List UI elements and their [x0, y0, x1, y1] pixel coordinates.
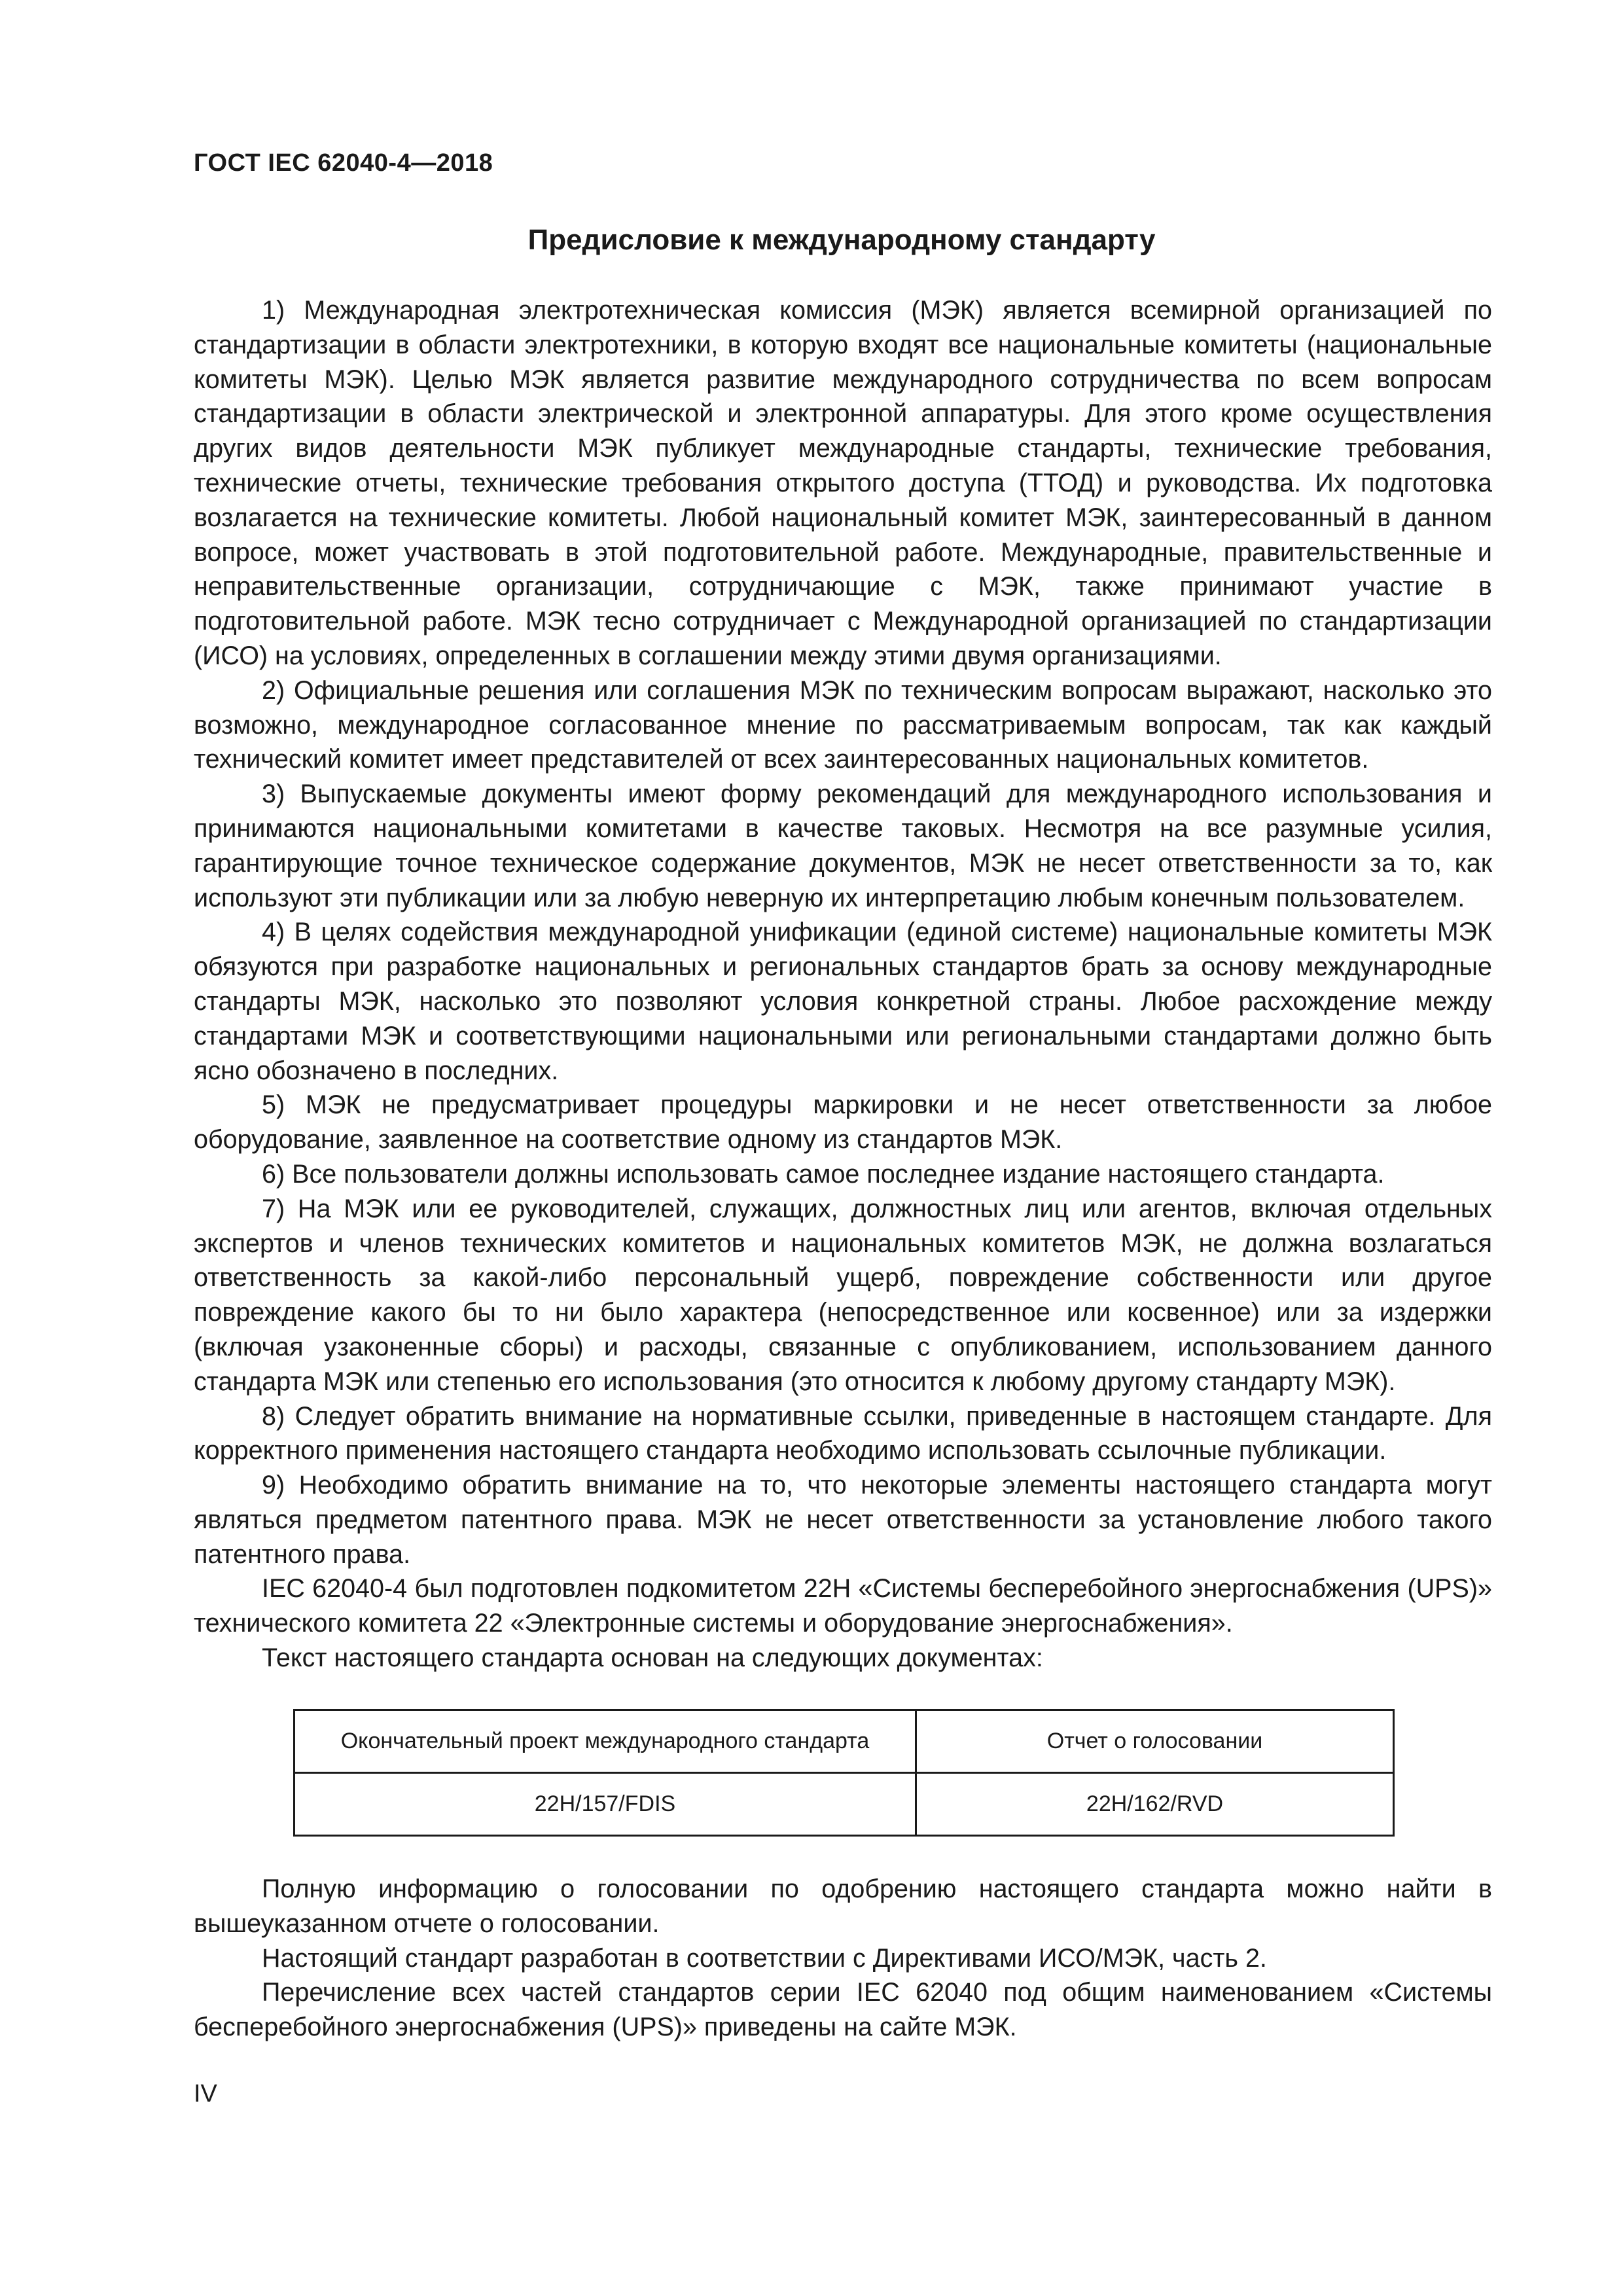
table-cell: 22H/157/FDIS	[294, 1773, 916, 1836]
paragraph-9: 9) Необходимо обратить внимание на то, что некоторые элементы настоящего стандарта могут являться предметом патентного права. МЭК не несет ответственности за установление любого такого патентного права.	[194, 1471, 1492, 1569]
paragraph-4: 4) В целях содействия международной унификации (единой системе) национальные комитеты МЭК обязуются при разработке национальных и региональных стандартов брать за основу международные стандарты МЭК, насколько это позволяют условия конкретной страны. Любое расхождение между стандартами МЭК и соответствующими национальными или региональными стандартами должно быть ясно обозначено в последних.	[194, 918, 1492, 1085]
page-number: IV	[194, 2080, 217, 2108]
foreword-body	[194, 293, 1492, 1676]
paragraph-directives: Настоящий стандарт разработан в соответствии с Директивами ИСО/МЭК, часть 2.	[262, 1943, 1267, 1973]
paragraph-7: 7) На МЭК или ее руководителей, служащих, должностных лиц или агентов, включая отдельных экспертов и членов технических комитетов и национальных комитетов МЭК, не должна возлагаться ответственность за какой-либо персональный ущерб, повреждение собственности или другое повреждение какого бы то ни было характера (непосредственное или косвенное) или за издержки (включая узаконенные сборы) и расходы, связанные с опубликованием, использованием данного стандарта МЭК или степенью его использования (это относится к любому другому стандарту МЭК).	[194, 1194, 1492, 1396]
voting-documents-table	[293, 1709, 1395, 1837]
table-cell: 22H/162/RVD	[916, 1773, 1394, 1836]
paragraph-prepared-by: IEC 62040-4 был подготовлен подкомитетом 22H «Системы бесперебойного энергоснабжения (UPS)» технического комитета 22 «Электронные системы и оборудование энергоснабжения».	[194, 1574, 1492, 1638]
paragraph-1: 1) Международная электротехническая комиссия (МЭК) является всемирной организацией по стандартизации в области электротехники, в которую входят все национальные комитеты (национальные комитеты МЭК). Целью МЭК является развитие международного сотрудничества по всем вопросам стандартизации в области электрической и электронной аппаратуры. Для этого кроме осуществления других видов деятельности МЭК публикует международные стандарты, технические требования, технические отчеты, технические требования открытого доступа (ТТОД) и руководства. Их подготовка возлагается на технические комитеты. Любой национальный комитет МЭК, заинтересованный в данном вопросе, может участвовать в этой подготовительной работе. Международные, правительственные и неправительственные организации, сотрудничающие с МЭК, также принимают участие в подготовительной работе. МЭК тесно сотрудничает с Международной организацией по стандартизации (ИСО) на условиях, определенных в соглашении между этими двумя организациями.	[194, 296, 1492, 670]
post-table-text	[194, 1872, 1492, 2045]
table-header-cell: Окончательный проект международного стандарта	[294, 1710, 916, 1773]
paragraph-5: 5) МЭК не предусматривает процедуры маркировки и не несет ответственности за любое оборудование, заявленное на соответствие одному из стандартов МЭК.	[194, 1090, 1492, 1155]
paragraph-3: 3) Выпускаемые документы имеют форму рекомендаций для международного использования и принимаются национальными комитетами в качестве таковых. Несмотря на все разумные усилия, гарантирующие точное техническое содержание документов, МЭК не несет ответственности за то, как используют эти публикации или за любую неверную их интерпретацию любым конечным пользователем.	[194, 780, 1492, 912]
table-row	[294, 1773, 1394, 1836]
paragraph-based-on: Текст настоящего стандарта основан на следующих документах:	[262, 1643, 1043, 1673]
document-code: ГОСТ IEC 62040-4—2018	[194, 149, 493, 177]
paragraph-8: 8) Следует обратить внимание на нормативные ссылки, приведенные в настоящем стандарте. Для корректного применения настоящего стандарта необходимо использовать ссылочные публикации.	[194, 1401, 1492, 1465]
page-title: Предисловие к международному стандарту	[527, 224, 1156, 256]
table-header-cell: Отчет о голосовании	[916, 1710, 1394, 1773]
paragraph-2: 2) Официальные решения или соглашения МЭК по техническим вопросам выражают, насколько это возможно, международное согласованное мнение по рассматриваемым вопросам, так как каждый технический комитет имеет представителей от всех заинтересованных национальных комитетов.	[194, 675, 1492, 774]
paragraph-voting-info: Полную информацию о голосовании по одобрению настоящего стандарта можно найти в вышеуказанном отчете о голосовании.	[194, 1874, 1492, 1938]
paragraph-series-parts: Перечисление всех частей стандартов серии IEC 62040 под общим наименованием «Системы бесперебойного энергоснабжения (UPS)» приведены на сайте МЭК.	[194, 1978, 1492, 2042]
paragraph-6: 6) Все пользователи должны использовать самое последнее издание настоящего стандарта.	[262, 1159, 1385, 1189]
table-header-row	[294, 1710, 1394, 1773]
